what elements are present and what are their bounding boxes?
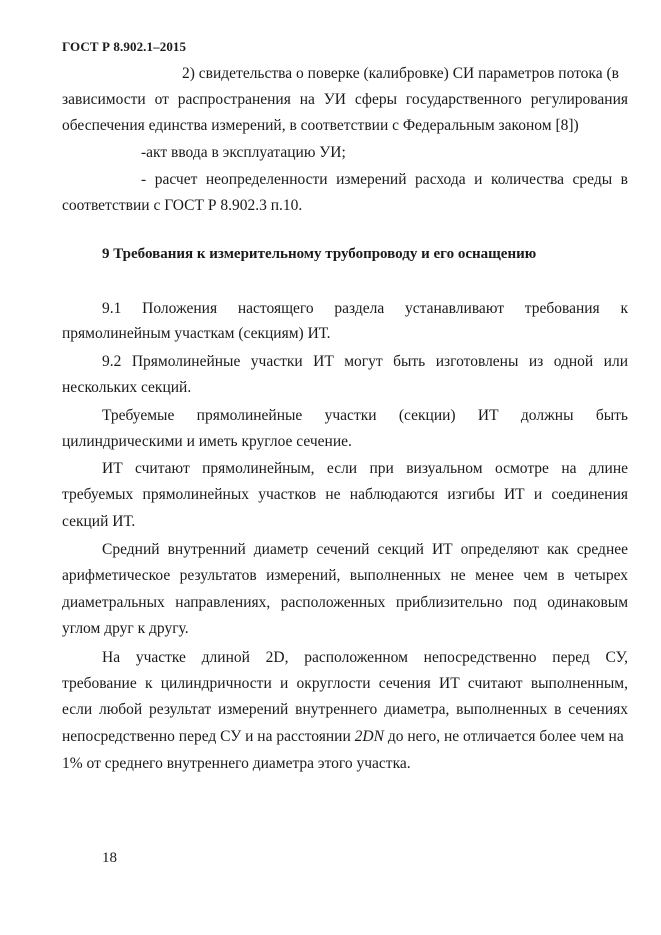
text-line: - расчет неопределенности измерений расхода и количества среды в bbox=[141, 171, 628, 188]
text-line: ИТ считают прямолинейным, если при визуальном осмотре на длине bbox=[102, 460, 628, 477]
text-line: 1% от среднего внутреннего диаметра этого участка. bbox=[62, 755, 411, 772]
text-line: прямолинейным участкам (секциям) ИТ. bbox=[62, 325, 331, 342]
text-line: 2) свидетельства о поверке (калибровке) СИ параметров потока (в bbox=[182, 65, 619, 82]
text-line: 9.2 Прямолинейные участки ИТ могут быть изготовлены из одной или bbox=[102, 353, 628, 370]
page-number: 18 bbox=[102, 850, 117, 866]
text-line-with-formula bbox=[62, 727, 628, 747]
text-line: углом друг к другу. bbox=[62, 620, 189, 637]
text-line: обеспечения единства измерений, в соответствии с Федеральным законом [8]) bbox=[62, 117, 579, 134]
text-line: соответствии с ГОСТ Р 8.902.3 п.10. bbox=[62, 197, 303, 214]
text-line: На участке длиной 2D, расположенном непосредственно перед СУ, bbox=[102, 649, 628, 666]
text-line: Средний внутренний диаметр сечений секций ИТ определяют как среднее bbox=[102, 541, 628, 558]
text-line: -акт ввода в эксплуатацию УИ; bbox=[141, 144, 346, 161]
text-line: 9.1 Положения настоящего раздела устанавливают требования к bbox=[102, 300, 628, 317]
text-line: если любой результат измерений внутреннего диаметра, выполненных в сечениях bbox=[62, 701, 628, 718]
text-line: Требуемые прямолинейные участки (секции) ИТ должны быть bbox=[102, 407, 628, 424]
text-line: секций ИТ. bbox=[62, 513, 136, 530]
text-line: арифметическое результатов измерений, выполненных не менее чем в четырех bbox=[62, 567, 628, 584]
text-line: цилиндрическими и иметь круглое сечение. bbox=[62, 433, 352, 450]
text-line: требуемых прямолинейных участков не наблюдаются изгибы ИТ и соединения bbox=[62, 486, 628, 503]
section-heading: 9 Требования к измерительному трубопроводу и его оснащению bbox=[102, 246, 537, 262]
text-line: требование к цилиндричности и округлости сечения ИТ считают выполненным, bbox=[62, 675, 628, 692]
text-line: зависимости от распространения на УИ сферы государственного регулирования bbox=[62, 91, 628, 108]
text-fragment: до него, не отличается более чем на bbox=[383, 728, 624, 745]
text-fragment: непосредственно перед СУ и на расстоянии bbox=[62, 728, 355, 745]
text-line: нескольких секций. bbox=[62, 379, 192, 396]
standard-header: ГОСТ Р 8.902.1–2015 bbox=[62, 39, 187, 54]
text-line: диаметральных направлениях, расположенных приблизительно под одинаковым bbox=[62, 594, 628, 611]
formula-2dn: 2DN bbox=[354, 728, 384, 745]
